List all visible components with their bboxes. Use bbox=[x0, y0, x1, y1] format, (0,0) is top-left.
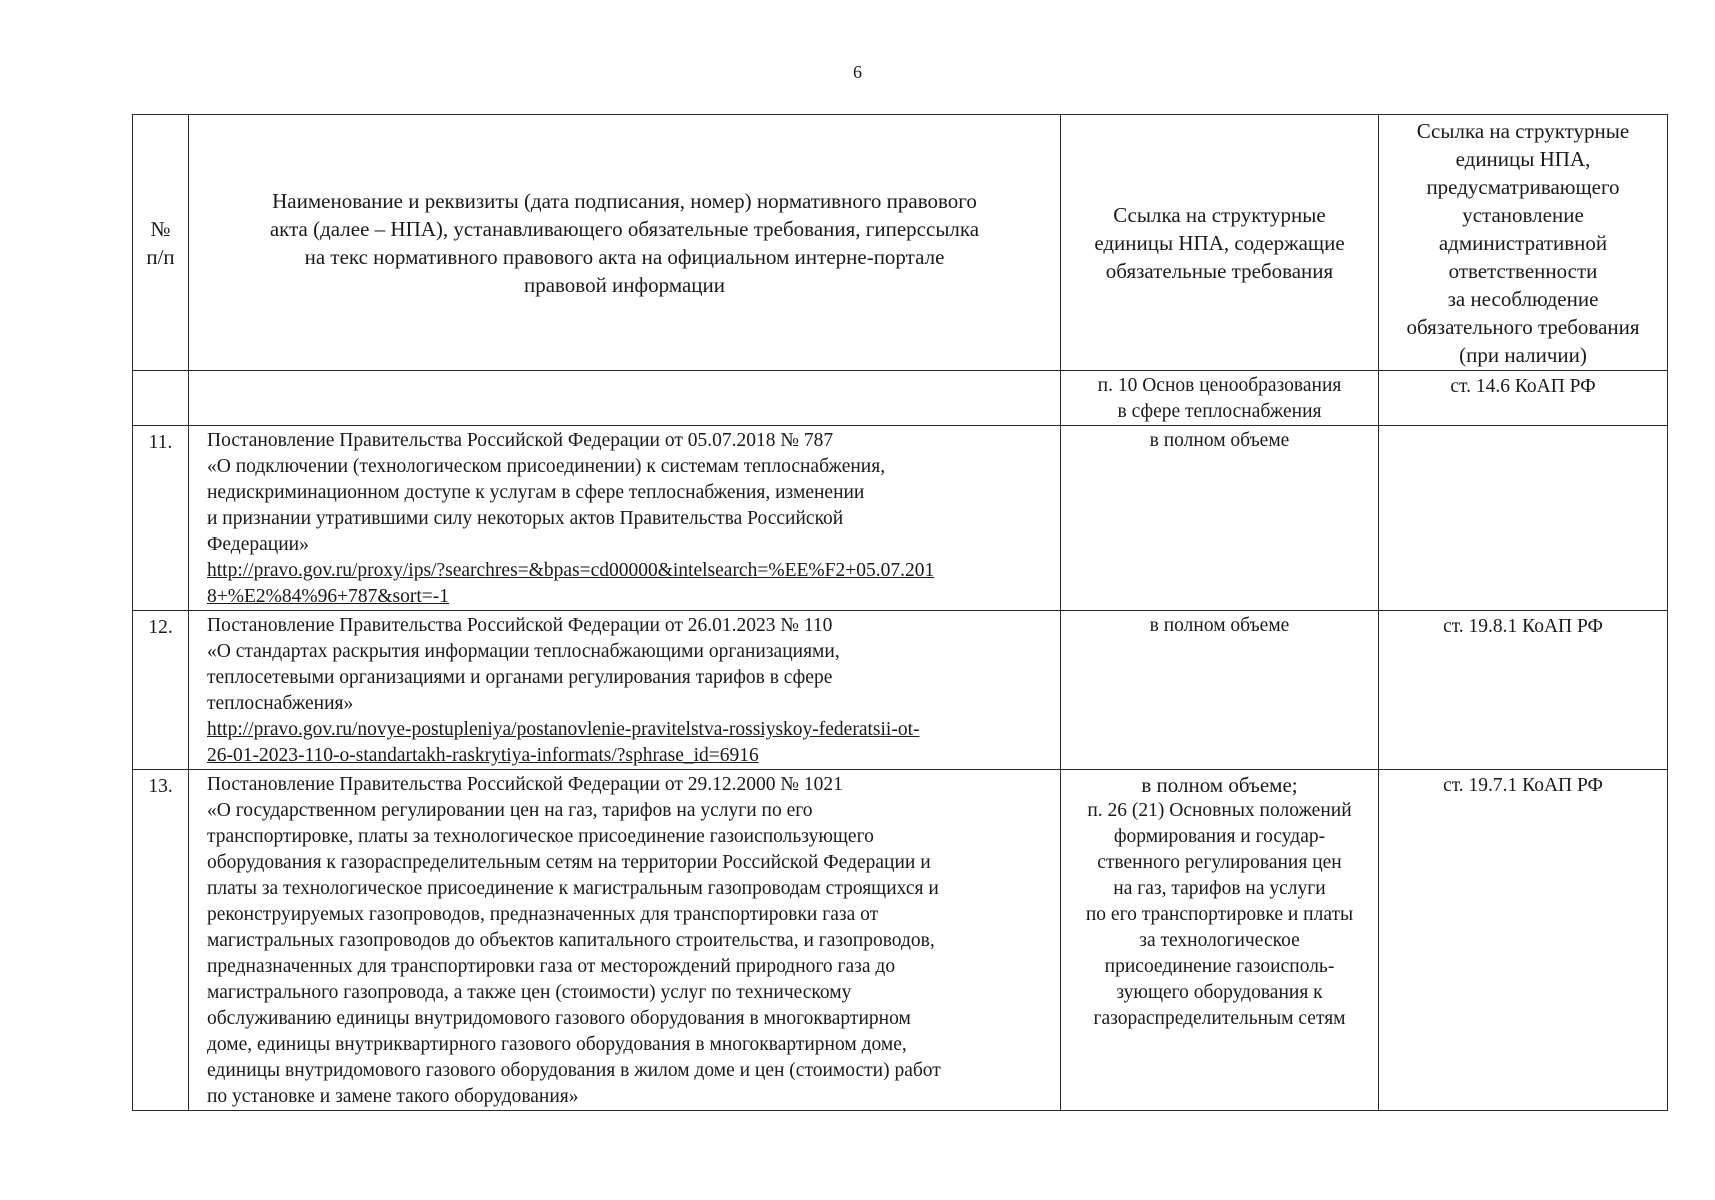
requirements-table bbox=[132, 114, 1668, 1111]
act-name-cell: Постановление Правительства Российской Федерации от 05.07.2018 № 787 «О подключении (технологическом присоединении) к системам теплоснабжения, недискриминационном доступе к услугам в сфере теплоснабжения, изменении и признании утратившими силу некоторых актов Правительства Российской Федерации» http://pravo.gov.ru/proxy/ips/?searchres=&bpas=cd00000&intelsearch=%EE%F2+05.07.201 8+%E2%84%96+787&sort=-1 bbox=[189, 426, 1061, 611]
administrative-liability-cell: ст. 14.6 КоАП РФ bbox=[1379, 371, 1668, 426]
act-hyperlink[interactable]: http://pravo.gov.ru/proxy/ips/?searchres=&bpas=cd00000&intelsearch=%EE%F2+05.07.201 bbox=[207, 560, 935, 581]
act-hyperlink[interactable]: 8+%E2%84%96+787&sort=-1 bbox=[207, 586, 450, 607]
act-hyperlink[interactable]: 26-01-2023-110-o-standartakh-raskrytiya-informats/?sphrase_id=6916 bbox=[207, 745, 759, 766]
administrative-liability-cell bbox=[1379, 426, 1668, 611]
row-number: 11. bbox=[133, 426, 189, 611]
structural-units-cell: в полном объеме; п. 26 (21) Основных положений формирования и государ- ственного регулирования цен на газ, тарифов на услуги по его транспортировке и платы за технологическое присоединение газоисполь- зующего оборудования к газораспределительным сетям bbox=[1061, 770, 1379, 1111]
header-number: № п/п bbox=[133, 115, 189, 371]
header-act-name: Наименование и реквизиты (дата подписания, номер) нормативного правового акта (далее – НПА), устанавливающего обязательные требования, гиперссылка на текс нормативного правового акта на официальном интерне-портале правовой информации bbox=[189, 115, 1061, 371]
row-number: 12. bbox=[133, 611, 189, 770]
structural-units-cell: в полном объеме bbox=[1061, 426, 1379, 611]
table-row bbox=[133, 770, 1668, 1111]
act-hyperlink[interactable]: http://pravo.gov.ru/novye-postupleniya/postanovlenie-pravitelstva-rossiyskoy-federatsii-ot- bbox=[207, 719, 920, 740]
structural-units-cell: п. 10 Основ ценообразования в сфере теплоснабжения bbox=[1061, 371, 1379, 426]
row-number bbox=[133, 371, 189, 426]
structural-units-cell: в полном объеме bbox=[1061, 611, 1379, 770]
administrative-liability-cell: ст. 19.7.1 КоАП РФ bbox=[1379, 770, 1668, 1111]
act-name-cell: Постановление Правительства Российской Федерации от 26.01.2023 № 110 «О стандартах раскрытия информации теплоснабжающими организациями, теплосетевыми организациями и органами регулирования тарифов в сфере теплоснабжения» http://pravo.gov.ru/novye-postupleniya/postanovlenie-pravitelstva-rossiyskoy-federatsii-ot- 26-01-2023-110-o-standartakh-raskrytiya-informats/?sphrase_id=6916 bbox=[189, 611, 1061, 770]
act-name-cell: Постановление Правительства Российской Федерации от 29.12.2000 № 1021 «О государственном регулировании цен на газ, тарифов на услуги по его транспортировке, платы за технологическое присоединение газоиспользующего оборудования к газораспределительным сетям на территории Российской Федерации и платы за технологическое присоединение к магистральным газопроводам строящихся и реконструируемых газопроводов, предназначенных для транспортировки газа от магистральных газопроводов до объектов капитального строительства, и газопроводов, предназначенных для транспортировки газа от месторождений природного газа до магистрального газопровода, а также цен (стоимости) услуг по техническому обслуживанию единицы внутридомового газового оборудования в многоквартирном доме, единицы внутриквартирного газового оборудования в многоквартирном доме, единицы внутридомового газового оборудования в жилом доме и цен (стоимости) работ по установке и замене такого оборудования» bbox=[189, 770, 1061, 1111]
page-number: 6 bbox=[853, 62, 862, 82]
row-number: 13. bbox=[133, 770, 189, 1111]
table-row bbox=[133, 371, 1668, 426]
table-header-row bbox=[133, 115, 1668, 371]
table-row bbox=[133, 426, 1668, 611]
act-name-cell bbox=[189, 371, 1061, 426]
header-structural-units: Ссылка на структурные единицы НПА, содержащие обязательные требования bbox=[1061, 115, 1379, 371]
table-row bbox=[133, 611, 1668, 770]
header-administrative-liability: Ссылка на структурные единицы НПА, предусматривающего установление административной ответственности за несоблюдение обязательного требования (при наличии) bbox=[1379, 115, 1668, 371]
administrative-liability-cell: ст. 19.8.1 КоАП РФ bbox=[1379, 611, 1668, 770]
